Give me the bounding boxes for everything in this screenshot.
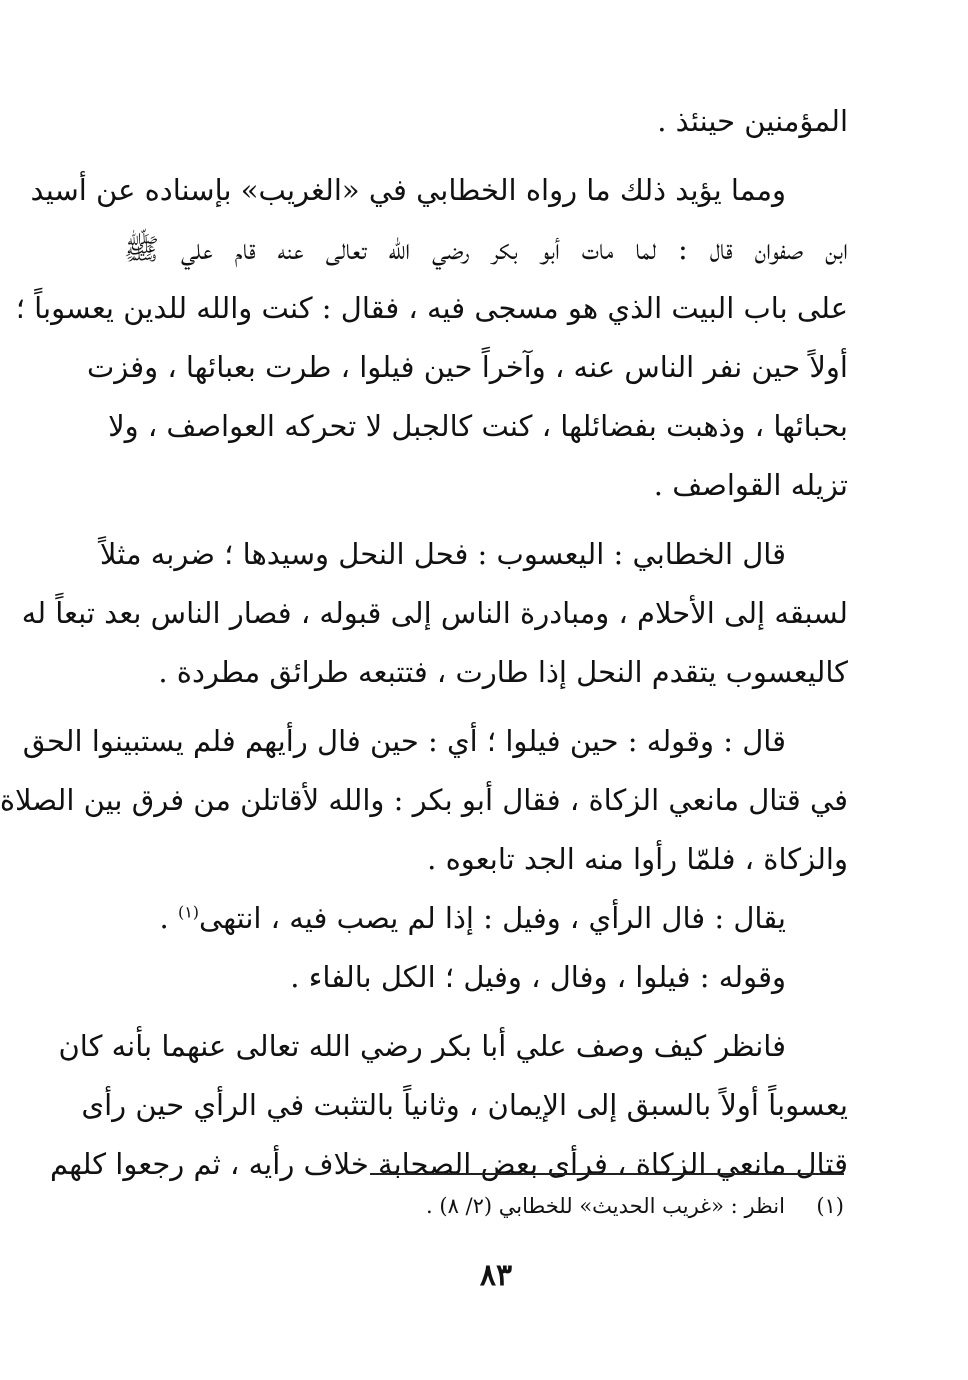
text-line: قال : وقوله : حين فيلوا ؛ أي : حين فال رأيهم فلم يستبينوا الحق bbox=[22, 724, 786, 758]
footnote-number: (١) bbox=[816, 1194, 844, 1218]
text-line: لسبقه إلى الأحلام ، ومبادرة الناس إلى قبوله ، فصار الناس بعد تبعاً له bbox=[21, 596, 848, 630]
text-line: في قتال مانعي الزكاة ، فقال أبو بكر : والله لأقاتلن من فرق بين الصلاة bbox=[0, 783, 848, 817]
text-line: أولاً حين نفر الناس عنه ، وآخراً حين فيلوا ، طرت بعبائها ، وفزت bbox=[86, 350, 848, 384]
text-line: وقوله : فيلوا ، وفال ، وفيل ؛ الكل بالفاء . bbox=[290, 960, 786, 994]
page-body bbox=[0, 92, 848, 1194]
text-line: قال الخطابي : اليعسوب : فحل النحل وسيدها ؛ ضربه مثلاً bbox=[99, 537, 786, 571]
footnote-reference[interactable]: (١) bbox=[177, 902, 200, 922]
text-line: قتال مانعي الزكاة ، فرأى بعض الصحابة خلاف رأيه ، ثم رجعوا كلهم bbox=[50, 1147, 848, 1181]
page-number: ٨٣ bbox=[479, 1258, 513, 1293]
text-line: ابن صفوان قال : لما مات أبو بكر رضي الله تعالى عنه قام علي ﷺ bbox=[124, 232, 848, 266]
text-line: فانظر كيف وصف علي أبا بكر رضي الله تعالى عنهما بأنه كان bbox=[58, 1029, 786, 1063]
text-line: ومما يؤيد ذلك ما رواه الخطابي في «الغريب» بإسناده عن أسيد bbox=[30, 173, 786, 207]
text-line: يعسوباً أولاً بالسبق إلى الإيمان ، وثانياً بالتثبت في الرأي حين رأى bbox=[81, 1088, 848, 1122]
footnote-text: انظر : «غريب الحديث» للخطابي (٢/ ٨) . bbox=[426, 1194, 785, 1218]
text-line: المؤمنين حينئذ . bbox=[657, 104, 848, 138]
text-line bbox=[124, 889, 848, 948]
text-line: بحبائها ، وذهبت بفضائلها ، كنت كالجبل لا تحركه العواصف ، ولا bbox=[108, 409, 848, 443]
footnote-divider bbox=[370, 1173, 844, 1175]
text-line: كاليعسوب يتقدم النحل إذا طارت ، فتتبعه طرائق مطردة . bbox=[158, 655, 848, 689]
text-line-body: يقال : فال الرأي ، وفيل : إذا لم يصب فيه ، انتهى bbox=[199, 901, 786, 935]
text-line: تزيله القواصف . bbox=[653, 468, 848, 502]
footnote bbox=[426, 1190, 844, 1222]
text-line: على باب البيت الذي هو مسجى فيه ، فقال : كنت والله للدين يعسوباً ؛ bbox=[15, 291, 848, 325]
text-line: والزكاة ، فلمّا رأوا منه الجد تابعوه . bbox=[427, 842, 848, 876]
line-end-dot: . bbox=[159, 901, 178, 935]
